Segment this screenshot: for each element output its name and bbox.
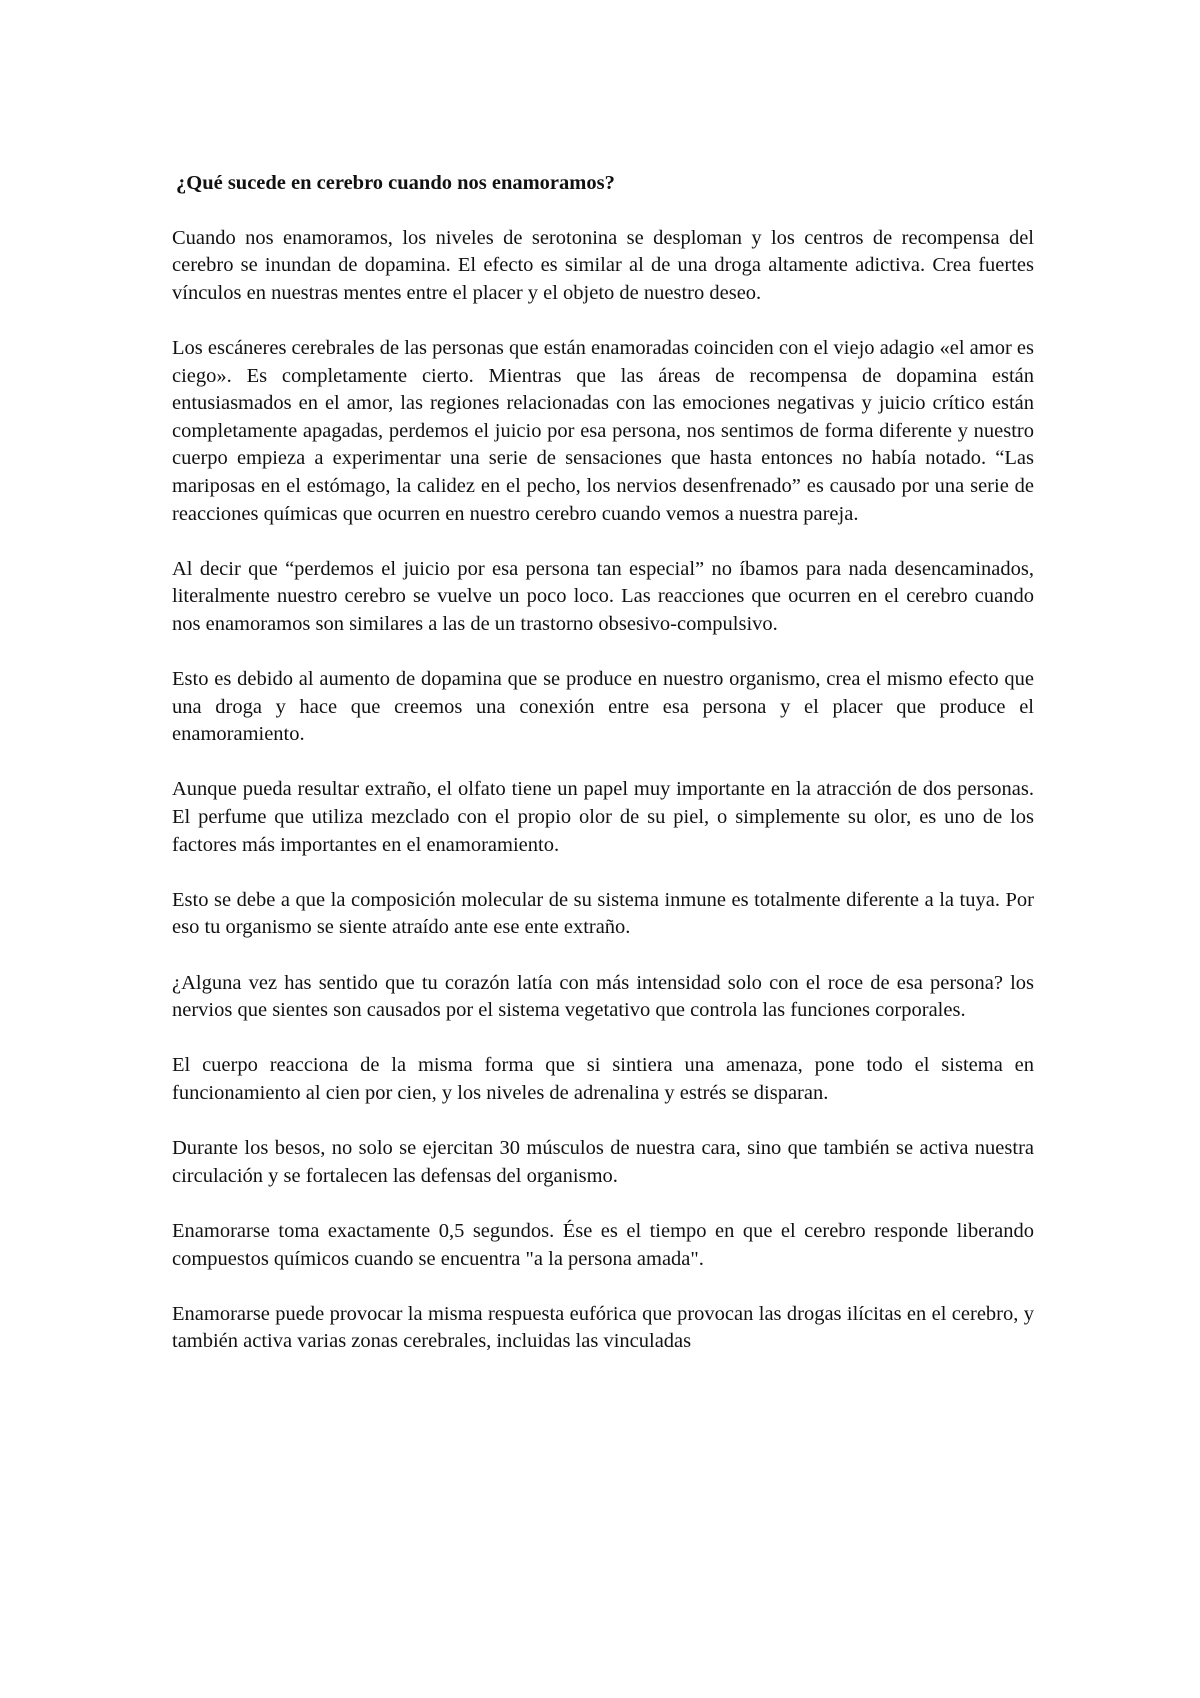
paragraph-7: ¿Alguna vez has sentido que tu corazón latía con más intensidad solo con el roce de esa persona? los nervios que sientes son causados por el sistema vegetativo que controla las funciones corporales. xyxy=(172,971,1034,1022)
document-body xyxy=(172,170,1034,1356)
paragraph-11: Enamorarse puede provocar la misma respuesta eufórica que provocan las drogas ilícitas en el cerebro, y también activa varias zonas cerebrales, incluidas las vinculadas xyxy=(172,1302,1034,1353)
paragraph-5: Aunque pueda resultar extraño, el olfato tiene un papel muy importante en la atracción de dos personas. El perfume que utiliza mezclado con el propio olor de su piel, o simplemente su olor, es uno de los factores más importantes en el enamoramiento. xyxy=(172,778,1034,856)
paragraph-2: Los escáneres cerebrales de las personas que están enamoradas coinciden con el viejo adagio «el amor es ciego». Es completamente cierto. Mientras que las áreas de recompensa de dopamina están entusiasmados en el amor, las regiones relacionadas con las emociones negativas y juicio crítico están completamente apagadas, perdemos el juicio por esa persona, nos sentimos de forma diferente y nuestro cuerpo empieza a experimentar una serie de sensaciones que hasta entonces no había notado. “Las mariposas en el estómago, la calidez en el pecho, los nervios desenfrenado” es causado por una serie de reacciones químicas que ocurren en nuestro cerebro cuando vemos a nuestra pareja. xyxy=(172,336,1034,525)
paragraph-6: Esto se debe a que la composición molecular de su sistema inmune es totalmente diferente a la tuya. Por eso tu organismo se siente atraído ante ese ente extraño. xyxy=(172,888,1034,939)
paragraph-8: El cuerpo reacciona de la misma forma que si sintiera una amenaza, pone todo el sistema en funcionamiento al cien por cien, y los niveles de adrenalina y estrés se disparan. xyxy=(172,1054,1034,1104)
paragraph-10: Enamorarse toma exactamente 0,5 segundos. Ése es el tiempo en que el cerebro responde liberando compuestos químicos cuando se encuentra "a la persona amada". xyxy=(172,1219,1034,1270)
paragraph-9: Durante los besos, no solo se ejercitan 30 músculos de nuestra cara, sino que también se activa nuestra circulación y se fortalecen las defensas del organismo. xyxy=(172,1137,1034,1187)
paragraph-4: Esto es debido al aumento de dopamina que se produce en nuestro organismo, crea el mismo efecto que una droga y hace que creemos una conexión entre esa persona y el placer que produce el enamoramiento. xyxy=(172,668,1034,746)
paragraph-3: Al decir que “perdemos el juicio por esa persona tan especial” no íbamos para nada desencaminados, literalmente nuestro cerebro se vuelve un poco loco. Las reacciones que ocurren en el cerebro cuando nos enamoramos son similares a las de un trastorno obsesivo-compulsivo. xyxy=(172,557,1034,635)
document-title: ¿Qué sucede en cerebro cuando nos enamoramos? xyxy=(176,172,615,194)
paragraph-1: Cuando nos enamoramos, los niveles de serotonina se desploman y los centros de recompensa del cerebro se inundan de dopamina. El efecto es similar al de una droga altamente adictiva. Crea fuertes vínculos en nuestras mentes entre el placer y el objeto de nuestro deseo. xyxy=(172,226,1034,304)
